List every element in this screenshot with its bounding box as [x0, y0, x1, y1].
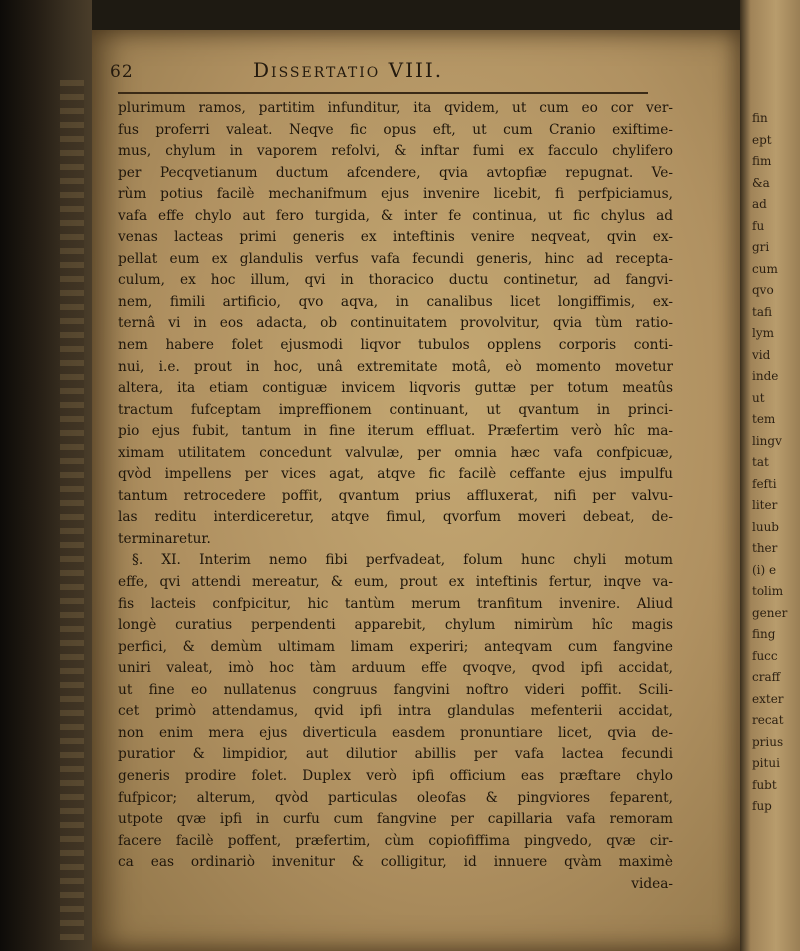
text-line: per Pecqvetianum ductum afcendere, qvia avtopfiæ repugnat. Ve-: [118, 164, 673, 181]
facing-fragment: ut: [752, 390, 765, 405]
text-line: ternâ vi in eos adacta, ob continuitatem provolvitur, qvia tùm ratio-: [118, 315, 673, 332]
text-line: venas lacteas primi generis ex inteftinis venire neqveat, qvin ex-: [118, 229, 673, 246]
text-line: terminaretur.: [118, 530, 211, 547]
text-line: rùm potius facilè mechanifmum ejus invenire licebit, fi perfpiciamus,: [118, 186, 673, 203]
facing-fragment: pitui: [752, 756, 780, 770]
facing-fragment: gri: [752, 240, 770, 254]
facing-fragment: tem: [752, 412, 776, 426]
facing-fragment: cum: [752, 261, 778, 276]
facing-fragment: inde: [752, 369, 779, 383]
text-line: culum, ex hoc illum, qvi in thoracico ductu continetur, ad fangvi-: [118, 272, 673, 289]
facing-fragment: fubt: [752, 777, 777, 792]
text-line: pellat eum ex glandulis verfus vafa fecundi generis, hinc ad recepta-: [118, 250, 673, 267]
facing-fragment: prius: [752, 734, 784, 749]
text-line: ca eas ordinariò invenitur & colligitur, id innuere qvàm maximè: [118, 854, 673, 871]
facing-fragment: fefti: [752, 476, 777, 491]
text-line: puratior & limpidior, aut dilutior abillis per vafa lactea fecundi: [118, 746, 673, 763]
text-line: plurimum ramos, partitim infunditur, ita qvidem, ut cum eo cor ver-: [118, 100, 673, 116]
text-line: perfici, & demùm ultimam limam experiri; anteqvam cum fangvine: [118, 638, 673, 655]
facing-fragment: luub: [752, 519, 779, 534]
text-line: qvòd impellens per vices agat, atqve fic facilè ceffante ejus impulfu: [118, 466, 673, 483]
text-line: pio ejus fubit, tantum in fine iterum effluat. Præfertim verò hîc ma-: [118, 423, 673, 440]
text-line: nui, i.e. prout in hoc, unâ extremitate motâ, eò momento movetur: [118, 358, 673, 375]
text-line: fufpicor; alterum, qvòd particulas oleofas & pingviores feparent,: [118, 789, 673, 806]
text-line: ximam utilitatem concedunt valvulæ, per omnia hæc vafa confpicuæ,: [118, 444, 673, 461]
body-text: [118, 98, 673, 895]
facing-fragment: fu: [752, 218, 765, 233]
facing-page-text: [752, 108, 800, 818]
text-line: cet primò attendamus, qvid ipfi intra glandulas mefenterii accidat,: [118, 703, 673, 720]
text-line: uniri valeat, imò hoc tàm arduum effe qvoqve, qvod ipfi accidat,: [118, 660, 673, 677]
catchword: videa-: [631, 875, 673, 892]
text-line: altera, ita etiam contiguæ invicem liqvoris guttæ per totum meatûs: [118, 380, 673, 397]
text-line: fus proferri valeat. Neqve fic opus eft, ut cum Cranio exiftime-: [118, 121, 673, 138]
facing-fragment: (i) e: [752, 562, 777, 577]
facing-fragment: fim: [752, 154, 772, 168]
text-line: non enim mera ejus diverticula easdem pronuntiare licet, qvia de-: [118, 724, 673, 741]
text-line: tantum retrocedere poffit, qvantum prius affluxerat, nifi per valvu-: [118, 487, 673, 504]
text-line: fis lacteis confpicitur, hic tantùm merum tranfitum invenire. Aliud: [118, 595, 673, 612]
facing-fragment: lym: [752, 326, 774, 340]
text-line: nem, fimili artificio, qvo aqva, in canalibus licet longiffimis, ex-: [118, 293, 673, 310]
facing-fragment: ept: [752, 132, 772, 147]
facing-fragment: &a: [752, 175, 770, 190]
section-heading-line: §. XI. Interim nemo fibi perfvadeat, folum hunc chyli motum: [132, 552, 673, 569]
text-line: mus, chylum in vaporem refolvi, & inftar fumi ex facculo chylifero: [118, 143, 673, 160]
text-line: las reditu interdiceretur, atqve fimul, qvorfum moveri debeat, de-: [118, 509, 673, 526]
text-line: utpote qvæ ipfi in curfu cum fangvine per capillaria vafa remoram: [118, 811, 673, 828]
facing-fragment: fing: [752, 627, 776, 641]
text-line: tractum fufceptam impreffionem continuant, ut qvantum in princi-: [118, 401, 673, 418]
facing-fragment: tafi: [752, 304, 772, 319]
text-line: facere facilè poffent, præfertim, cùm copiofiffima pingvedo, qvæ cir-: [118, 832, 673, 849]
previous-page-edge: [60, 80, 84, 940]
facing-fragment: ad: [752, 197, 767, 211]
text-line: vafa effe chylo aut fero turgida, & inter fe continua, ut fic chylus ad: [118, 207, 673, 224]
text-line: ut fine eo nullatenus congruus fangvini noftro videri poffit. Scili-: [118, 681, 673, 698]
running-title: Dissertatio VIII.: [253, 58, 444, 82]
facing-fragment: liter: [752, 498, 778, 512]
facing-fragment: fucc: [752, 648, 778, 663]
header-rule: [118, 92, 648, 94]
facing-fragment: lingv: [752, 433, 782, 448]
text-line: effe, qvi attendi mereatur, & eum, prout ex inteftinis fertur, inqve va-: [118, 574, 673, 591]
running-head: [110, 58, 670, 88]
facing-fragment: tolim: [752, 584, 784, 598]
facing-fragment: exter: [752, 691, 784, 706]
facing-fragment: gener: [752, 605, 788, 620]
facing-fragment: craff: [752, 670, 781, 684]
facing-fragment: qvo: [752, 283, 774, 297]
facing-fragment: vid: [752, 347, 771, 362]
text-line: nem habere folet ejusmodi liqvor tubulos opplens corporis conti-: [118, 337, 673, 354]
text-line: generis prodire folet. Duplex verò ipfi officium eas præftare chylo: [118, 767, 673, 784]
facing-fragment: tat: [752, 455, 769, 469]
text-line: longè curatius perpendenti apparebit, chylum nimirùm hîc magis: [118, 617, 673, 634]
page-number: 62: [110, 62, 134, 82]
facing-fragment: fin: [752, 111, 768, 125]
facing-fragment: recat: [752, 713, 784, 727]
facing-fragment: ther: [752, 541, 778, 555]
facing-fragment: fup: [752, 799, 772, 813]
